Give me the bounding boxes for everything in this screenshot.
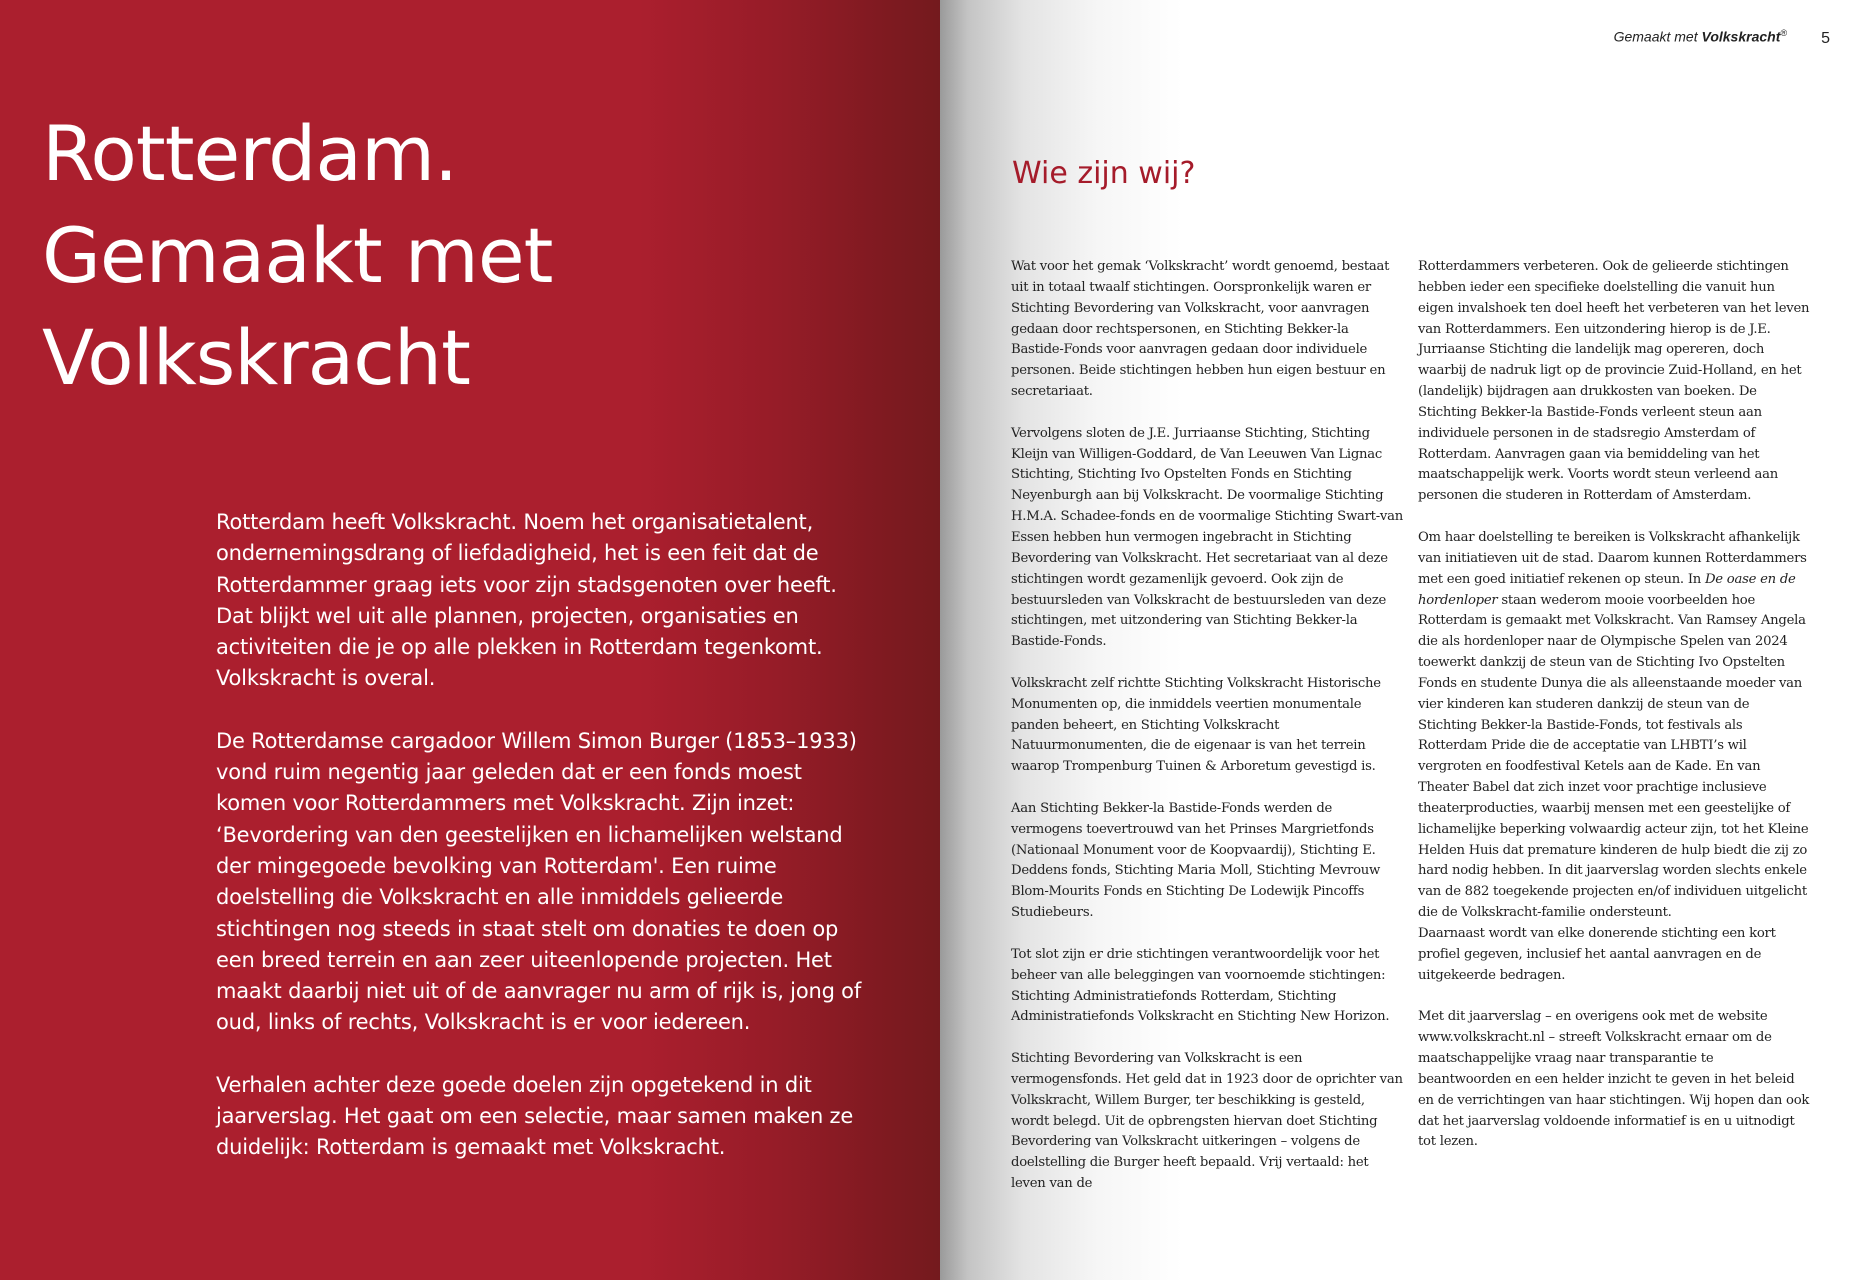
intro-paragraph: De Rotterdamse cargadoor Willem Simon Burger (1853–1933) vond ruim negentig jaar geleden dat er een fonds moest komen voor Rotterdammers met Volkskracht. Zijn inzet: ‘Bevordering van den geestelijken en lichamelijken welstand der mingegoede bevolking van Rotterdam'. Een ruime doelstelling die Volkskracht en alle inmiddels gelieerde stichtingen nog steeds in staat stelt om donaties te doen op een breed terrein en aan zeer uiteenlopende projecten. Het maakt daarbij niet uit of de aanvrager nu arm of rijk is, jong of oud, links of rechts, Volkskracht is er voor iedereen. — [216, 728, 862, 1035]
registered-mark: ® — [1780, 28, 1787, 38]
page-number: 5 — [1821, 30, 1830, 47]
intro-paragraph: Rotterdam heeft Volkskracht. Noem het organisatietalent, ondernemingsdrang of liefdadigheid, het is een feit dat de Rotterdammer graag iets voor zijn stadsgenoten over heeft. Dat blijkt wel uit alle plannen, projecten, organisaties en activiteiten die je op alle plekken in Rotterdam tegenkomt. Volkskracht is overal. — [216, 510, 837, 691]
body-paragraph: Volkskracht zelf richtte Stichting Volkskracht Historische Monumenten op, die inmiddels veertien monumentale panden beheert, en Stichting Volkskracht Natuurmonumenten, die de eigenaar is van het terrein waarop Trompenburg Tuinen & Arboretum gevestigd is. — [1011, 675, 1381, 775]
body-paragraph: Vervolgens sloten de J.E. Jurriaanse Stichting, Stichting Kleijn van Willigen-Goddard, de Van Leeuwen Van Lignac Stichting, Stichting Ivo Opstelten Fonds en Stichting Neyenburgh aan bij Volkskracht. De voormalige Stichting H.M.A. Schadee-fonds en de voormalige Stichting Swart-van Essen hebben hun vermogen ingebracht in Stichting Bevordering van Volkskracht. Het secretariaat van al deze stichtingen wordt gezamenlijk gevoerd. Ook zijn de bestuursleden van Volkskracht de bestuursleden van deze stichtingen, met uitzondering van Stichting Bekker-la Bastide-Fonds. — [1011, 425, 1403, 650]
body-paragraph — [1418, 528, 1810, 924]
publication-title: De oase en de hordenloper — [1418, 571, 1796, 608]
body-column-1 — [1011, 257, 1403, 1216]
body-paragraph: Aan Stichting Bekker-la Bastide-Fonds werden de vermogens toevertrouwd van het Prinses Margrietfonds (Nationaal Monument voor de Koopvaardij), Stichting E. Deddens fonds, Stichting Maria Moll, Stichting Mevrouw Blom-Mourits Fonds en Stichting De Lodewijk Pincoffs Studiebeurs. — [1011, 800, 1381, 921]
body-paragraph: Stichting Bevordering van Volkskracht is een vermogensfonds. Het geld dat in 1923 door de oprichter van Volkskracht, Willem Burger, ter beschikking is gesteld, wordt belegd. Uit de opbrengsten hiervan doet Stichting Bevordering van Volkskracht uitkeringen – volgens de doelstelling die Burger heeft bepaald. Vrij vertaald: het leven van de — [1011, 1051, 1403, 1192]
body-paragraph: Met dit jaarverslag – en overigens ook met de website www.volkskracht.nl – streeft Volkskracht ernaar om de maatschappelijke vraag naar transparantie te beantwoorden en een helder inzicht te geven in het beleid en de verrichtingen van haar stichtingen. Wij hopen dan ook dat het jaarverslag voldoende informatief is en u uitnodigt tot lezen. — [1418, 1009, 1810, 1150]
title-line-3: Volkskracht — [42, 313, 470, 402]
intro-paragraph: Verhalen achter deze goede doelen zijn opgetekend in dit jaarverslag. Het gaat om een selectie, maar samen maken ze duidelijk: Rotterdam is gemaakt met Volkskracht. — [216, 1072, 854, 1160]
body-column-2 — [1418, 257, 1810, 1174]
running-header — [1614, 28, 1787, 45]
title-line-2: Gemaakt met — [42, 211, 553, 300]
body-paragraph: Tot slot zijn er drie stichtingen verantwoordelijk voor het beheer van alle beleggingen van voornoemde stichtingen: Stichting Administratiefonds Rotterdam, Stichting Administratiefonds Volkskracht en Stichting New Horizon. — [1011, 946, 1390, 1025]
intro-text — [216, 507, 876, 1195]
spread-title — [42, 103, 552, 409]
running-header-prefix: Gemaakt met — [1613, 28, 1698, 45]
paragraph-text: Om haar doelstelling te bereiken is Volkskracht afhankelijk van initiatieven uit de stad. Daarom kunnen Rotterdammers met een goed initiatief rekenen op steun. In — [1418, 529, 1807, 587]
body-paragraph: Wat voor het gemak ‘Volkskracht’ wordt genoemd, bestaat uit in totaal twaalf stichtingen. Oorspronkelijk waren er Stichting Bevordering van Volkskracht, voor aanvragen gedaan door rechtspersonen, en Stichting Bekker-la Bastide-Fonds voor aanvragen gedaan door individuele personen. Beide stichtingen hebben hun eigen bestuur en secretariaat. — [1011, 259, 1390, 400]
running-header-brand: Volkskracht — [1701, 28, 1781, 45]
body-paragraph: Rotterdammers verbeteren. Ook de gelieerde stichtingen hebben ieder een specifieke doelstelling die vanuit hun eigen invalshoek ten doel heeft het verbeteren van het leven van Rotterdammers. Een uitzondering hierop is de J.E. Jurriaanse Stichting die landelijk mag opereren, doch waarbij de nadruk ligt op de provincie Zuid-Holland, en het (landelijk) bijdragen aan drukkosten van boeken. De Stichting Bekker-la Bastide-Fonds verleent steun aan individuele personen in de stadsregio Amsterdam of Rotterdam. Aanvragen gaan via bemiddeling van het maatschappelijk werk. Voorts wordt steun verleend aan personen die studeren in Rotterdam of Amsterdam. — [1418, 259, 1810, 504]
paragraph-text: staan wederom mooie voorbeelden hoe Rotterdam is gemaakt met Volkskracht. Van Ramsey Angela die als hordenloper naar de Olympische Spelen van 2024 toewerkt dankzij de steun van de Stichting Ivo Opstelten Fonds en studente Dunya die als alleenstaande moeder van vier kinderen kan studeren dankzij de steun van de Stichting Bekker-la Bastide-Fonds, tot festivals als Rotterdam Pride die de acceptatie van LHBTI’s wil vergroten en foodfestival Ketels aan de Kade. En van Theater Babel dat zich inzet voor prachtige inclusieve theaterproducties, waarbij mensen met een geestelijke of lichamelijke beperking volwaardig acteur zijn, tot het Kleine Helden Huis dat premature kinderen de hulp biedt die zij zo hard nodig hebben. In dit jaarverslag worden slechts enkele van de 882 toegekende projecten en/of individuen uitgelicht die de Volkskracht-familie ondersteunt. — [1418, 592, 1809, 921]
body-paragraph: Daarnaast wordt van elke donerende stichting een kort profiel gegeven, inclusief het aantal aanvragen en de uitgekeerde bedragen. — [1418, 926, 1776, 983]
section-title: Wie zijn wij? — [1012, 156, 1196, 191]
title-line-1: Rotterdam. — [42, 109, 458, 198]
